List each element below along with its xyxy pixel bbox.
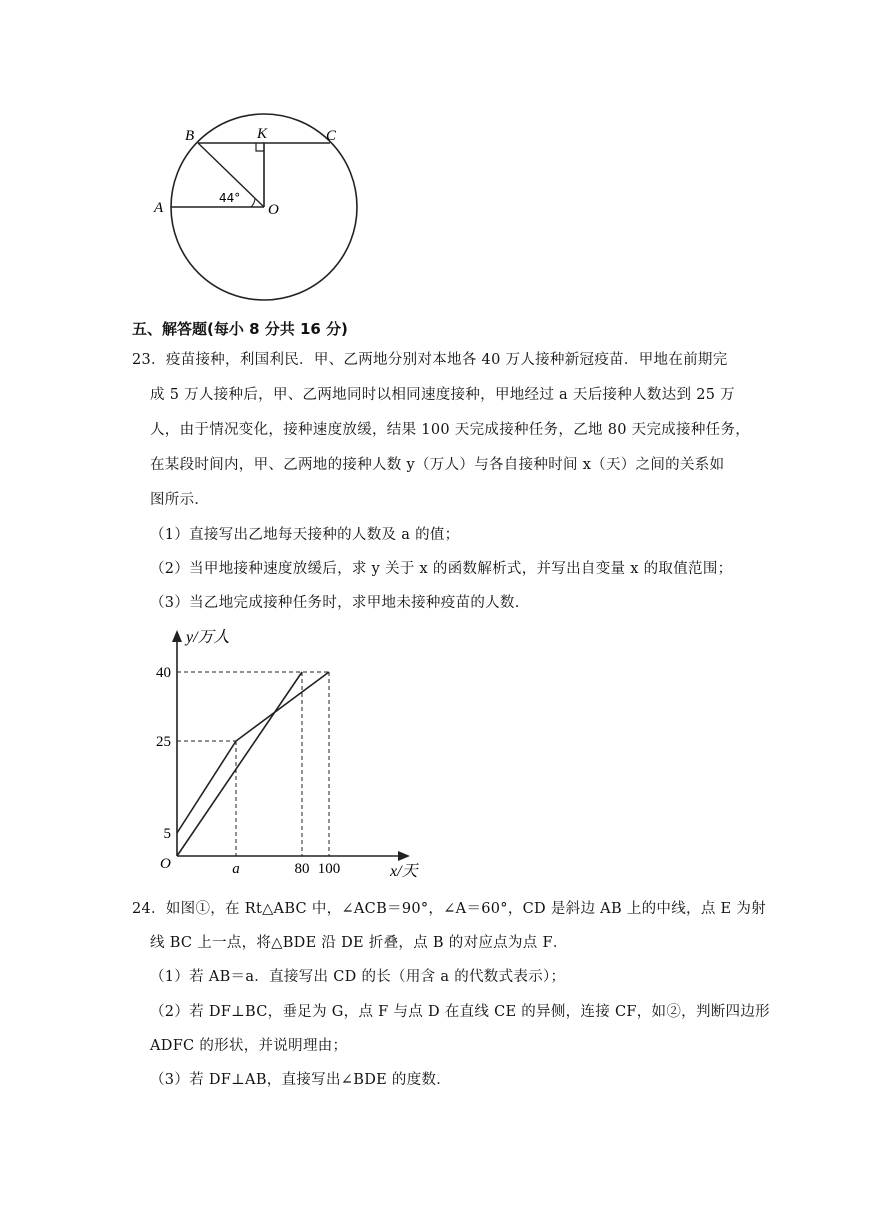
x-tick-label-100: 100 [317, 861, 341, 877]
series-line-1 [177, 672, 302, 856]
q24-part-1: （1）若 AB＝a．直接写出 CD 的长（用含 a 的代数式表示）； [150, 969, 566, 985]
y-tick-label-25: 25 [156, 734, 171, 750]
label-a: A [154, 200, 164, 216]
y-tick-label-40: 40 [156, 665, 171, 681]
label-k: K [257, 126, 268, 142]
section-heading: 五、解答题(每小 8 分共 16 分) [132, 320, 348, 338]
x-tick-label-a: a [232, 861, 240, 877]
label-angle-44: 44° [219, 191, 241, 205]
q23-line-5: 图所示． [150, 492, 210, 508]
q24-line-2: 线 BC 上一点，将△BDE 沿 DE 折叠，点 B 的对应点为点 F． [150, 935, 568, 951]
x-tick-label-80: 80 [294, 861, 310, 877]
label-b: B [185, 128, 195, 144]
q23-part-3: （3）当乙地完成接种任务时，求甲地未接种疫苗的人数． [150, 595, 530, 611]
x-axis-label: x/天 [390, 863, 418, 880]
series-line-0 [177, 672, 329, 833]
q24-part-2: （2）若 DF⊥BC，垂足为 G，点 F 与点 D 在直线 CE 的异侧，连接 CF，如②，判断四边形 [150, 1004, 770, 1020]
q23-line-2: 成 5 万人接种后，甲、乙两地同时以相同速度接种，甲地经过 a 天后接种人数达到 25 万 [150, 387, 735, 403]
q23-line-1: 23．疫苗接种，利国利民．甲、乙两地分别对本地各 40 万人接种新冠疫苗．甲地在前期完 [132, 352, 728, 368]
q24-line-1: 24．如图①，在 Rt△ABC 中，∠ACB＝90°，∠A＝60°，CD 是斜边 AB 上的中线，点 E 为射 [132, 901, 766, 917]
q23-part-1: （1）直接写出乙地每天接种的人数及 a 的值； [150, 527, 460, 543]
y-tick-label-5: 5 [163, 826, 171, 842]
y-axis-label: y/万人 [186, 629, 230, 646]
y-axis-arrow [172, 630, 182, 642]
origin-label: O [160, 856, 171, 872]
q23-line-4: 在某段时间内，甲、乙两地的接种人数 y（万人）与各自接种时间 x（天）之间的关系如 [150, 457, 725, 473]
label-c: C [326, 128, 337, 144]
q23-line-3: 人，由于情况变化，接种速度放缓，结果 100 天完成接种任务，乙地 80 天完成接种任务， [150, 422, 751, 438]
q23-part-2: （2）当甲地接种速度放缓后，求 y 关于 x 的函数解析式，并写出自变量 x 的取值范围； [150, 561, 733, 577]
x-axis-arrow [398, 851, 410, 861]
q24-part-4: （3）若 DF⊥AB，直接写出∠BDE 的度数． [150, 1072, 452, 1088]
label-o: O [268, 202, 279, 218]
q24-part-3: ADFC 的形状，并说明理由； [150, 1038, 348, 1054]
